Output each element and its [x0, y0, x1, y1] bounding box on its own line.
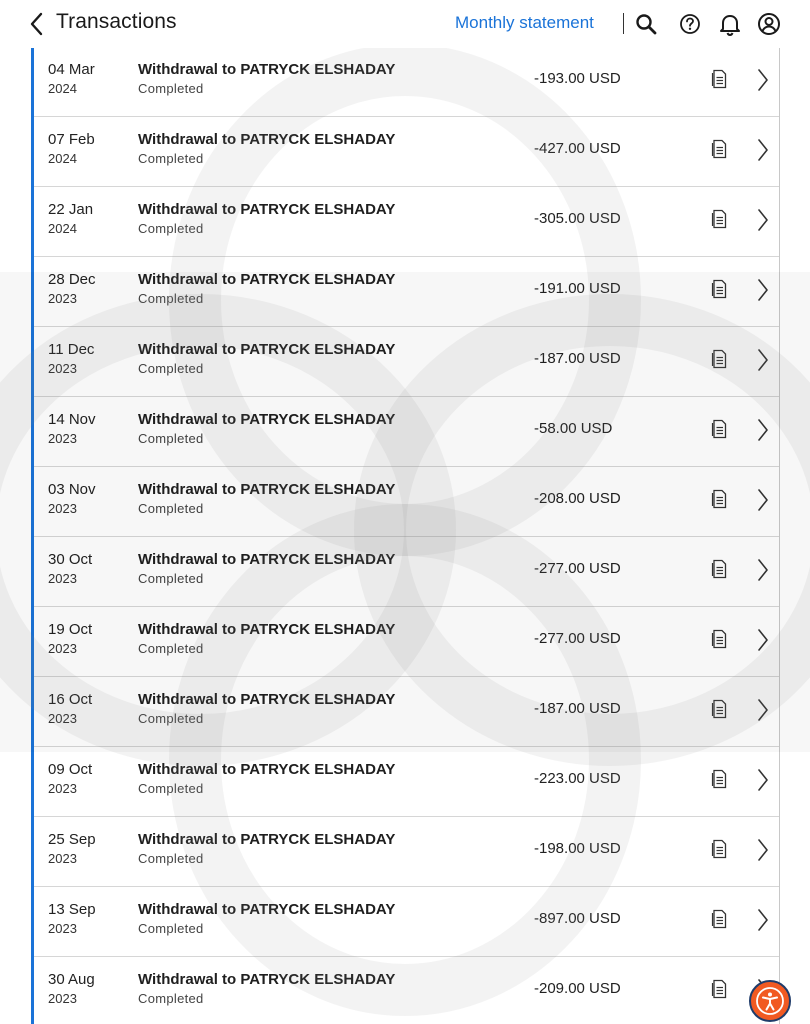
chevron-right-icon[interactable] — [756, 277, 770, 303]
transaction-description: Withdrawal to PATRYCK ELSHADAY — [138, 761, 396, 778]
transaction-amount: -277.00 USD — [534, 560, 621, 577]
transaction-date: 25 Sep — [48, 831, 96, 848]
transaction-description: Withdrawal to PATRYCK ELSHADAY — [138, 341, 396, 358]
transaction-date: 09 Oct — [48, 761, 93, 778]
transaction-status: Completed — [138, 991, 204, 1006]
transaction-amount: -191.00 USD — [534, 280, 621, 297]
transaction-date: 14 Nov — [48, 411, 96, 428]
transaction-description: Withdrawal to PATRYCK ELSHADAY — [138, 971, 396, 988]
document-icon[interactable] — [711, 839, 727, 859]
chevron-right-icon[interactable] — [756, 137, 770, 163]
document-icon[interactable] — [711, 769, 727, 789]
transaction-date: 07 Feb — [48, 131, 95, 148]
transaction-year: 2023 — [48, 501, 77, 516]
transaction-row[interactable] — [34, 957, 780, 1024]
transaction-year: 2024 — [48, 81, 77, 96]
chevron-right-icon[interactable] — [756, 67, 770, 93]
transaction-year: 2023 — [48, 291, 77, 306]
document-icon[interactable] — [711, 699, 727, 719]
chevron-right-icon[interactable] — [756, 697, 770, 723]
transaction-date: 19 Oct — [48, 621, 93, 638]
transaction-row[interactable] — [34, 397, 780, 467]
document-icon[interactable] — [711, 629, 727, 649]
transaction-status: Completed — [138, 361, 204, 376]
transaction-row[interactable] — [34, 887, 780, 957]
transaction-status: Completed — [138, 781, 204, 796]
transaction-date: 11 Dec — [48, 341, 95, 358]
transaction-year: 2023 — [48, 361, 77, 376]
transaction-row[interactable] — [34, 537, 780, 607]
transaction-row[interactable] — [34, 677, 780, 747]
transaction-year: 2023 — [48, 851, 77, 866]
document-icon[interactable] — [711, 559, 727, 579]
document-icon[interactable] — [711, 349, 727, 369]
document-icon[interactable] — [711, 979, 727, 999]
transaction-date: 28 Dec — [48, 271, 96, 288]
transaction-amount: -305.00 USD — [534, 210, 621, 227]
transaction-description: Withdrawal to PATRYCK ELSHADAY — [138, 271, 396, 288]
top-bar — [0, 0, 810, 48]
transaction-status: Completed — [138, 431, 204, 446]
transaction-description: Withdrawal to PATRYCK ELSHADAY — [138, 691, 396, 708]
transaction-amount: -193.00 USD — [534, 70, 621, 87]
document-icon[interactable] — [711, 69, 727, 89]
transaction-amount: -427.00 USD — [534, 140, 621, 157]
transaction-year: 2023 — [48, 641, 77, 656]
document-icon[interactable] — [711, 209, 727, 229]
transaction-status: Completed — [138, 81, 204, 96]
transaction-description: Withdrawal to PATRYCK ELSHADAY — [138, 411, 396, 428]
header-divider — [623, 13, 624, 34]
transaction-year: 2023 — [48, 431, 77, 446]
profile-button[interactable] — [756, 11, 782, 37]
transaction-row[interactable] — [34, 327, 780, 397]
search-icon — [635, 13, 657, 35]
transaction-year: 2023 — [48, 781, 77, 796]
transaction-status: Completed — [138, 501, 204, 516]
transaction-description: Withdrawal to PATRYCK ELSHADAY — [138, 621, 396, 638]
search-button[interactable] — [633, 11, 659, 37]
page-title: Transactions — [56, 10, 177, 33]
chevron-right-icon[interactable] — [756, 837, 770, 863]
help-button[interactable] — [677, 11, 703, 37]
transactions-list — [31, 48, 780, 1024]
transaction-description: Withdrawal to PATRYCK ELSHADAY — [138, 131, 396, 148]
transaction-description: Withdrawal to PATRYCK ELSHADAY — [138, 831, 396, 848]
transaction-date: 04 Mar — [48, 61, 95, 78]
transaction-status: Completed — [138, 291, 204, 306]
transaction-status: Completed — [138, 711, 204, 726]
transaction-amount: -277.00 USD — [534, 630, 621, 647]
transaction-date: 30 Oct — [48, 551, 93, 568]
document-icon[interactable] — [711, 139, 727, 159]
transaction-amount: -198.00 USD — [534, 840, 621, 857]
help-icon — [679, 13, 701, 35]
transaction-description: Withdrawal to PATRYCK ELSHADAY — [138, 61, 396, 78]
transaction-status: Completed — [138, 151, 204, 166]
transaction-row[interactable] — [34, 467, 780, 537]
notifications-button[interactable] — [717, 11, 743, 37]
chevron-right-icon[interactable] — [756, 207, 770, 233]
transaction-date: 30 Aug — [48, 971, 95, 988]
monthly-statement-link[interactable]: Monthly statement — [455, 13, 594, 32]
transaction-description: Withdrawal to PATRYCK ELSHADAY — [138, 481, 396, 498]
transaction-description: Withdrawal to PATRYCK ELSHADAY — [138, 201, 396, 218]
transaction-status: Completed — [138, 851, 204, 866]
document-icon[interactable] — [711, 279, 727, 299]
transaction-description: Withdrawal to PATRYCK ELSHADAY — [138, 901, 396, 918]
transaction-year: 2023 — [48, 571, 77, 586]
transaction-amount: -187.00 USD — [534, 350, 621, 367]
transaction-amount: -223.00 USD — [534, 770, 621, 787]
transaction-amount: -897.00 USD — [534, 910, 621, 927]
transaction-description: Withdrawal to PATRYCK ELSHADAY — [138, 551, 396, 568]
bell-icon — [719, 12, 741, 36]
chevron-right-icon[interactable] — [756, 417, 770, 443]
transaction-row[interactable] — [34, 607, 780, 677]
transaction-date: 13 Sep — [48, 901, 96, 918]
transaction-row[interactable] — [34, 117, 780, 187]
back-chevron-icon — [29, 12, 43, 36]
transaction-year: 2023 — [48, 711, 77, 726]
chevron-right-icon[interactable] — [756, 767, 770, 793]
document-icon[interactable] — [711, 489, 727, 509]
transaction-date: 03 Nov — [48, 481, 96, 498]
transaction-row[interactable] — [34, 257, 780, 327]
transaction-status: Completed — [138, 921, 204, 936]
document-icon[interactable] — [711, 909, 727, 929]
transaction-amount: -209.00 USD — [534, 980, 621, 997]
transaction-date: 22 Jan — [48, 201, 94, 218]
transaction-status: Completed — [138, 221, 204, 236]
transaction-amount: -58.00 USD — [534, 420, 613, 437]
chevron-right-icon[interactable] — [756, 907, 770, 933]
transaction-amount: -208.00 USD — [534, 490, 621, 507]
transaction-status: Completed — [138, 571, 204, 586]
transaction-amount: -187.00 USD — [534, 700, 621, 717]
transaction-year: 2023 — [48, 921, 77, 936]
user-icon — [757, 12, 781, 36]
transaction-date: 16 Oct — [48, 691, 93, 708]
transaction-year: 2024 — [48, 221, 77, 236]
chevron-right-icon[interactable] — [756, 627, 770, 653]
accessibility-button[interactable] — [749, 980, 791, 1022]
chevron-right-icon[interactable] — [756, 347, 770, 373]
chevron-right-icon[interactable] — [756, 487, 770, 513]
transaction-row[interactable] — [34, 187, 780, 257]
transaction-row[interactable] — [34, 747, 780, 817]
back-button[interactable] — [26, 11, 46, 37]
transaction-year: 2023 — [48, 991, 77, 1006]
document-icon[interactable] — [711, 419, 727, 439]
transaction-row[interactable] — [34, 817, 780, 887]
transaction-year: 2024 — [48, 151, 77, 166]
transaction-status: Completed — [138, 641, 204, 656]
chevron-right-icon[interactable] — [756, 557, 770, 583]
accessibility-icon — [755, 986, 785, 1016]
transaction-row[interactable] — [34, 48, 780, 117]
